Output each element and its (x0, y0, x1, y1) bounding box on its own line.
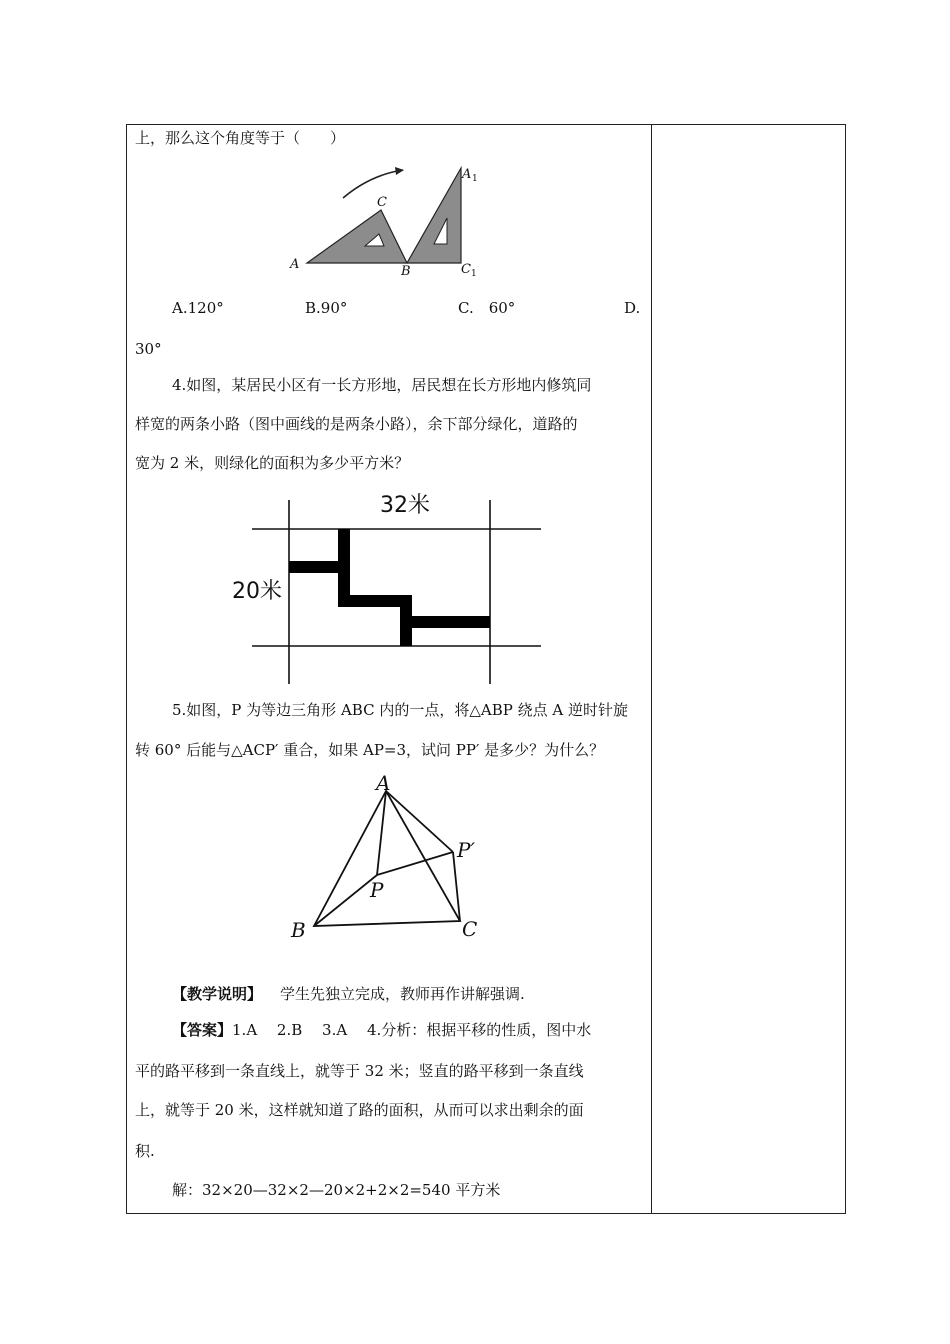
q3-option-d-value: 30° (135, 340, 162, 358)
label-b: B (291, 918, 306, 942)
teaching-note-label: 【教学说明】 (172, 985, 263, 1003)
label-c: C (462, 917, 478, 941)
width-label: 32米 (380, 493, 430, 518)
label-p: P (370, 878, 384, 902)
answer-text-1: 1.A 2.B 3.A 4.分析：根据平移的性质，图中水 (232, 1021, 592, 1039)
label-a1-subscript: 1 (472, 174, 478, 184)
rotation-arrowhead (395, 167, 404, 175)
label-c1: C (461, 262, 471, 277)
q3-option-b: B.90° (305, 299, 348, 317)
q4-lot-figure (230, 488, 545, 688)
q5-line-2: 转 60° 后能与△ACP′ 重合，如果 AP=3，试问 PP′ 是多少？为什么？ (135, 741, 605, 759)
q3-option-d: D. (624, 299, 641, 317)
answer-line-4: 积. (135, 1142, 155, 1160)
height-label: 20米 (232, 579, 282, 604)
path-segment (289, 561, 344, 573)
q4-line-1: 4.如图，某居民小区有一长方形地，居民想在长方形地内修筑同 (172, 376, 592, 394)
q4-line-3: 宽为 2 米，则绿化的面积为多少平方米？ (135, 454, 410, 472)
q5-triangle-figure (285, 775, 495, 943)
label-a: A (376, 775, 391, 795)
q3-option-c: C. 60° (458, 299, 516, 317)
q3-question-tail: 上，那么这个角度等于（ ） (135, 129, 346, 147)
label-b: B (401, 264, 411, 278)
triangle-abc (314, 791, 460, 926)
q3-triangles-figure (285, 160, 485, 278)
label-a1: A (462, 167, 472, 182)
triangle-a1bc1 (407, 168, 461, 263)
answer-line-1 (172, 1020, 591, 1040)
teaching-note (172, 984, 525, 1004)
teaching-note-text: 学生先独立完成，教师再作讲解强调. (280, 985, 525, 1003)
answer-line-2: 平的路平移到一条直线上，就等于 32 米；竖直的路平移到一条直线 (135, 1062, 584, 1080)
rotation-arrow (343, 170, 403, 198)
answer-line-3: 上，就等于 20 米，这样就知道了路的面积，从而可以求出剩余的面 (135, 1101, 584, 1119)
table-column-divider (651, 124, 652, 1214)
segment-ap-prime (386, 791, 453, 852)
segment-pp-prime (377, 852, 453, 875)
q4-line-2: 样宽的两条小路（图中画线的是两条小路），余下部分绿化，道路的 (135, 415, 578, 433)
q3-option-a: A.120° (172, 299, 224, 317)
label-c1-subscript: 1 (471, 269, 477, 278)
label-p-prime: P′ (457, 838, 475, 862)
path-segment (400, 616, 490, 628)
answer-label: 【答案】 (172, 1021, 233, 1039)
triangle-abc (307, 210, 407, 263)
solution-line: 解：32×20—32×2—20×2+2×2=540 平方米 (172, 1181, 501, 1199)
label-a: A (290, 257, 300, 272)
path-segment (338, 529, 350, 605)
segment-bp (314, 875, 377, 926)
label-c: C (377, 195, 387, 210)
q5-line-1: 5.如图，P 为等边三角形 ABC 内的一点，将△ABP 绕点 A 逆时针旋 (172, 701, 628, 719)
